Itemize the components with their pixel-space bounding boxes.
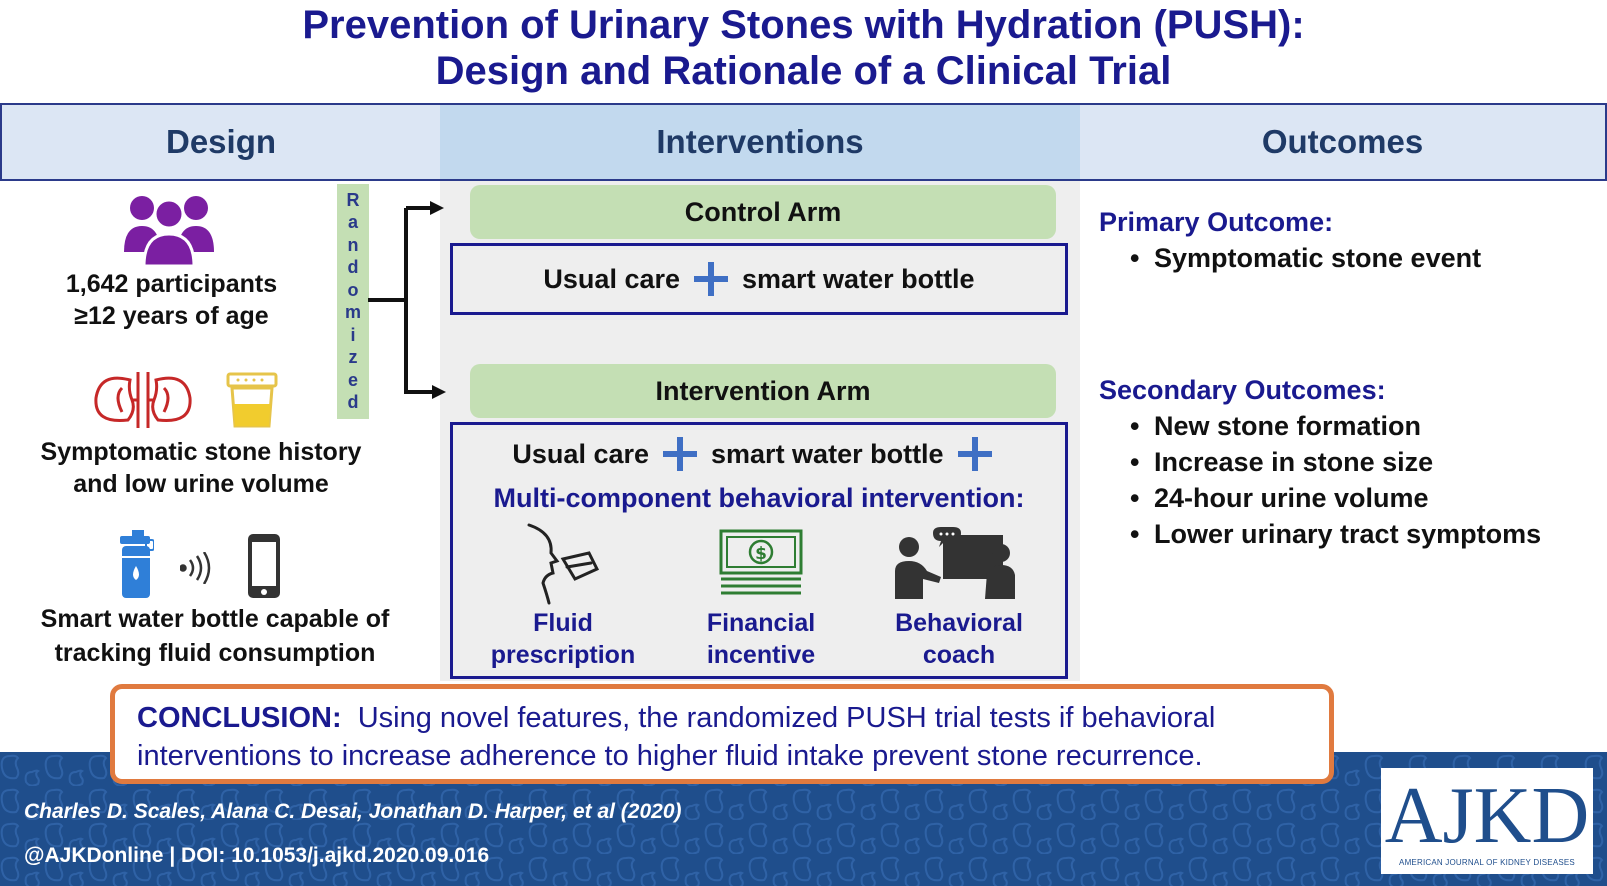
randomized-letter: d	[347, 257, 359, 278]
bottle-line-2: tracking fluid consumption	[54, 639, 376, 667]
participants-line-2: ≥12 years of age	[74, 302, 269, 330]
history-line-2: and low urine volume	[73, 470, 329, 498]
intervention-arm-label: Intervention Arm	[470, 364, 1056, 418]
randomized-letter: a	[347, 212, 358, 233]
randomization-arrows	[368, 194, 448, 408]
component-financial-label-2: incentive	[706, 641, 816, 669]
component-fluid-label-2: prescription	[490, 641, 636, 669]
component-coach-label-1: Behavioral	[895, 609, 1023, 637]
randomized-letter: e	[347, 369, 358, 390]
ajkd-logo-text: AJKD	[1384, 772, 1590, 860]
header-outcomes: Outcomes	[1080, 103, 1607, 181]
randomized-letter: R	[346, 189, 360, 210]
drinking-person-icon	[523, 523, 603, 605]
randomized-letter: i	[350, 324, 356, 345]
doi-line: @AJKDonline | DOI: 10.1053/j.ajkd.2020.09.016	[24, 844, 490, 867]
secondary-outcome-item: • Lower urinary tract symptoms	[1130, 519, 1542, 549]
control-usual-care: Usual care	[543, 263, 681, 294]
randomized-letter: n	[347, 234, 359, 255]
intervention-smart-bottle: smart water bottle	[711, 438, 944, 469]
plus-icon	[694, 262, 728, 296]
smart-bottle-icon	[120, 530, 154, 600]
randomized-bar	[337, 184, 369, 419]
component-financial-label-1: Financial	[706, 609, 816, 637]
participants-icon	[122, 190, 216, 266]
conclusion-box	[110, 684, 1334, 784]
multi-component-heading: Multi-component behavioral intervention:	[493, 483, 1025, 513]
randomized-letter: z	[348, 347, 358, 368]
secondary-outcome-item: • New stone formation	[1130, 411, 1422, 441]
primary-outcome-heading: Primary Outcome:	[1099, 207, 1334, 237]
urine-cup-icon	[226, 372, 278, 428]
component-coach-label-2: coach	[922, 641, 996, 669]
randomized-letter: o	[347, 279, 359, 300]
svg-text:$: $	[755, 544, 767, 564]
ajkd-logo-subtext: AMERICAN JOURNAL OF KIDNEY DISEASES	[1399, 858, 1575, 867]
secondary-outcome-heading: Secondary Outcomes:	[1099, 375, 1386, 405]
primary-outcome-item: • Symptomatic stone event	[1130, 243, 1482, 273]
header-design: Design	[0, 103, 440, 181]
control-arm-label: Control Arm	[470, 185, 1056, 239]
bottle-line-1: Smart water bottle capable of	[40, 605, 390, 633]
smartphone-icon	[246, 532, 282, 600]
coaching-icon	[893, 525, 1017, 601]
ajkd-logo	[1381, 768, 1593, 874]
randomized-letter: d	[347, 392, 359, 413]
intervention-usual-care: Usual care	[512, 438, 650, 469]
citation: Charles D. Scales, Alana C. Desai, Jonathan D. Harper, et al (2020)	[24, 800, 682, 823]
title-line-2: Design and Rationale of a Clinical Trial	[435, 49, 1172, 93]
secondary-outcome-item: • Increase in stone size	[1130, 447, 1434, 477]
title-line-1: Prevention of Urinary Stones with Hydration (PUSH):	[302, 3, 1305, 47]
conclusion-text-2: interventions to increase adherence to higher fluid intake prevent stone recurrence.	[137, 740, 1203, 772]
intervention-arm-box	[450, 422, 1068, 679]
plus-icon	[958, 437, 992, 471]
secondary-outcome-item: • 24-hour urine volume	[1130, 483, 1429, 513]
randomized-letter: m	[344, 302, 361, 323]
component-fluid-label-1: Fluid	[533, 609, 593, 637]
participants-line-1: 1,642 participants	[65, 270, 278, 298]
kidneys-icon	[92, 372, 194, 428]
wireless-signal-icon	[180, 552, 214, 584]
header-interventions: Interventions	[440, 103, 1080, 181]
conclusion-label: CONCLUSION:	[137, 702, 342, 734]
history-line-1: Symptomatic stone history	[40, 438, 362, 466]
plus-icon	[663, 437, 697, 471]
conclusion-text-1: Using novel features, the randomized PUSH trial tests if behavioral	[357, 702, 1216, 734]
dollar-bill-icon	[719, 529, 803, 599]
control-smart-bottle: smart water bottle	[742, 263, 975, 294]
control-arm-box	[450, 243, 1068, 315]
